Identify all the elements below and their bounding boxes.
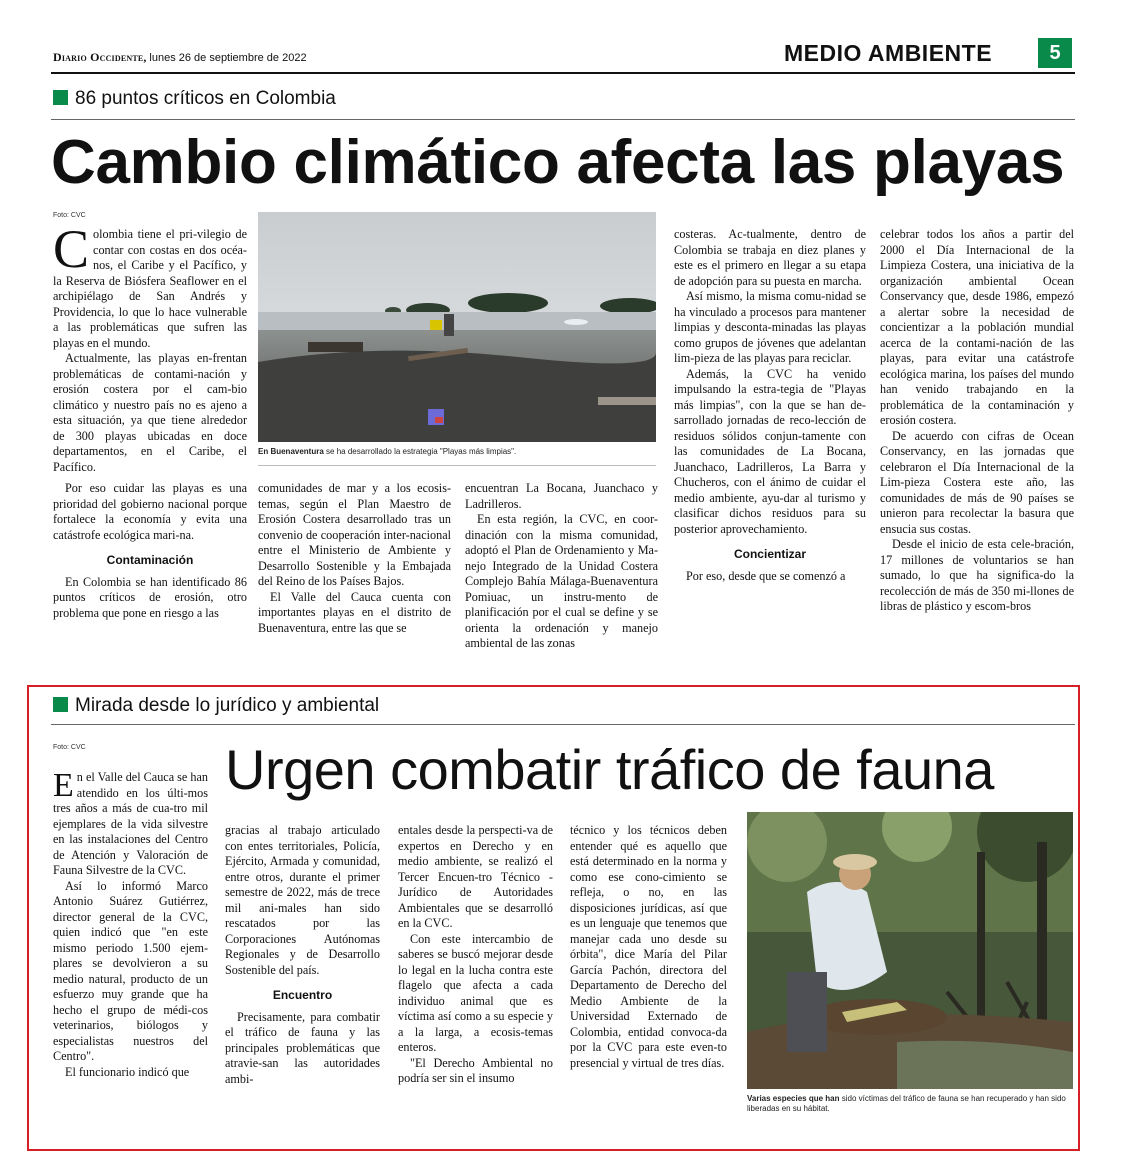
article2-paragraph: entales desde la perspecti-va de expertos en Derecho y en medio ambiente, se realizó el Tercer Encuen-tro Técnico - Jurídico de Autoridades Ambientales que se desarrolló en la CVC.: [398, 823, 553, 930]
article1-paragraph: Desde el inicio de esta cele-bración, 17 millones de voluntarios se han sumado, lo que ha significa-do la recolección de más de 350 mi-llones de libras de plástico y escom-bros: [880, 537, 1074, 613]
article2-paragraph: técnico y los técnicos deben entender qué es aquello que está determinado en la norma y como ese cono-cimiento se refleja, o no, en las disposiciones jurídicas, así que es un lenguaje que tenemos que manejar cada uno desde su órbita", dice María del Pilar García Pachón, directora del Departamento de Derecho del Medio Ambiente de la Universidad Externado de Colombia, entidad convoca-da por la CVC para este even-to presencial y virtual de tres días.: [570, 823, 727, 1070]
article1-kicker: 86 puntos críticos en Colombia: [53, 88, 336, 110]
article1-paragraph: En esta región, la CVC, en coor-dinación con la misma comunidad, adoptó el Plan de Ordenamiento y Ma-nejo Integrado de la Unidad Costera Complejo Bahía Málaga-Buenaventura Pomiuac, un instru-mento de planificación por el cual se define y se orienta la ordenación y manejo ambiental de las zonas: [465, 512, 658, 650]
article1-paragraph: encuentran La Bocana, Juanchaco y Ladrilleros.: [465, 481, 658, 511]
article1-paragraph: comunidades de mar y a los ecosis-temas, según el Plan Maestro de Erosión Costera desarrollado tras un convenio de cooperación inter-nacional entre el Ministerio de Ambiente y Desarrollo Sostenible y la Embajada del Reino de los Países Bajos.: [258, 481, 451, 588]
article2-photo: [747, 812, 1073, 1089]
article2-subheading: Encuentro: [272, 988, 333, 1002]
article2-kicker: Mirada desde lo jurídico y ambiental: [53, 695, 379, 717]
article1-subheading: Contaminación: [106, 553, 194, 567]
article2-paragraph: El funcionario indicó que: [65, 1064, 190, 1079]
newspaper-brand: Diario Occidente,: [53, 50, 147, 64]
article1-column-2: [258, 481, 451, 636]
article1-paragraph: Así mismo, la misma comu-nidad se ha vinculado a procesos para mantener limpias y desconta-minadas las playas como grupos de jóvenes que adelantan lim-pieza de las playas para reciclar.: [674, 289, 866, 365]
article1-caption: En Buenaventura se ha desarrollado la estrategia "Playas más limpias".: [258, 447, 517, 456]
article2-paragraph: Precisamente, para combatir el tráfico de fauna y las principales problemáticas que atravie-san las autoridades ambi-: [225, 1009, 380, 1086]
drop-cap: C: [53, 219, 90, 279]
article1-paragraph: En Colombia se han identificado 86 puntos críticos de erosión, otro problema que pone en riesgo a las: [53, 574, 247, 620]
article1-paragraph: Colombia tiene el pri-vilegio de contar con costas en dos océa-nos, el Caribe y el Pacífico, y la Reserva de Biósfera Seaflower en el archipiélago de San Andrés y Providencia, lo que lo hace vulnerable a las problemáticas que sufren las playas en el mundo.: [53, 219, 247, 350]
article2-paragraph: "El Derecho Ambiental no podría ser sin el insumo: [398, 1055, 553, 1085]
article1-column-5: [880, 227, 1074, 615]
article1-column-4: [674, 227, 866, 584]
article1-paragraph: El Valle del Cauca cuenta con importantes playas en el distrito de Buenaventura, entre las que se: [258, 589, 451, 635]
article1-column-1: [53, 219, 247, 621]
beach-cleanup-photo: [258, 212, 656, 442]
article1-paragraph: Actualmente, las playas en-frentan problemáticas de contami-nación y erosión costera por el cam-bio climático y nuestro país no es ajeno a esta situación, ya que tiene alrededor de 300 playas ubicadas en doce departamentos, en el Caribe, el Pacífico.: [53, 351, 247, 474]
article2-paragraph: Con este intercambio de saberes se buscó mejorar desde lo legal en la lucha contra este flagelo que afecta a cada individuo animal que es víctima así como a su especie y a la larga, a ecosis-temas enteros.: [398, 931, 553, 1054]
masthead: [53, 50, 307, 65]
page-number: 5: [1038, 38, 1072, 68]
article1-headline: Cambio climático afecta las playas: [51, 128, 1065, 197]
article1-paragraph: celebrar todos los años a partir del 2000 el Día Internacional de la Limpieza Costera, una iniciativa de la organización ambiental Ocean Conservancy que, desde 1986, empezó a alertar sobre la necesidad de concientizar a la población mundial acerca de la contami-nación de las playas, para evitar una catástrofe ecológica marina, los países del mundo han venido trabajando en la problemática de la contaminación y erosión costera.: [880, 227, 1074, 427]
article1-photo-credit: Foto: CVC: [53, 212, 86, 219]
article1-subheading: Concientizar: [733, 547, 806, 561]
issue-date: lunes 26 de septiembre de 2022: [149, 52, 307, 64]
article1-paragraph: Además, la CVC ha venido impulsando la estra-tegia de "Playas más limpias", con la que se han de-sarrollado jornadas de reco-lección de residuos sólidos conjun-tamente con las comunidades de La Bocana, Juanchaco, Ladrilleros, La Barra y Chucheros, con el ánimo de cuidar el medio ambiente, ayu-dar al turismo y clasificar dichos residuos para su posterior aprovechamiento.: [674, 366, 866, 536]
article2-caption: Varias especies que han sido víctimas del tráfico de fauna se han recuperado y han sido liberadas en su hábitat.: [747, 1094, 1066, 1113]
article1-photo: [258, 212, 656, 442]
article1-paragraph: Por eso cuidar las playas es una prioridad del gobierno nacional porque fortalece la economía y evita una catástrofe ecológica mari-na.: [53, 481, 247, 542]
article2-column-2: [225, 823, 380, 1087]
section-title: MEDIO AMBIENTE: [784, 40, 993, 66]
header-rule: [51, 72, 1075, 74]
article1-paragraph: De acuerdo con cifras de Ocean Conservancy, en las jornadas que celebraron el Día Internacional de la Lim-pieza Costera este año, las comunidades de más de 90 países se unieron para recolectar la basura que ensucia sus costas.: [880, 428, 1074, 536]
mangrove-release-photo: [747, 812, 1073, 1089]
article1-column-3: [465, 481, 658, 652]
drop-cap: E: [53, 767, 74, 804]
article2-paragraph: Así lo informó Marco Antonio Suárez Gutiérrez, director general de la CVC, quien indicó que "en este mismo periodo 1.500 ejem-plares se devolvieron a su medio natural, producto de un esfuerzo muy grande que ha hecho el grupo de médi-cos veterinarios, biólogos y especialistas nuestros del Centro".: [53, 878, 208, 1063]
article1-paragraph: costeras. Ac-tualmente, dentro de Colombia se trabaja en diez planes y este es el primero en llegar a su etapa de adopción para su puesta en marcha.: [674, 227, 866, 288]
green-square-icon: [53, 90, 68, 105]
article2-column-3: [398, 823, 553, 1087]
article2-headline: Urgen combatir tráfico de fauna: [225, 738, 994, 801]
article2-paragraph: En el Valle del Cauca se han atendido en los últi-mos tres años a más de cua-tro mil ejemplares de la vida silvestre en las instalaciones del Centro de Atención y Valoración de Fauna Silvestre de la CVC.: [53, 767, 208, 877]
kicker-rule: [51, 119, 1075, 120]
article2-column-1: [53, 767, 208, 1080]
article2-paragraph: gracias al trabajo articulado con entes territoriales, Policía, Ejército, Armada y comunidad, entre otros, durante el primer semestre de 2022, más de trece mil ani-males han sido rescatados por las Corporaciones Autónomas Regionales y de Desarrollo Sostenible del país.: [225, 823, 380, 977]
article1-paragraph: Por eso, desde que se comenzó a: [686, 568, 846, 583]
caption-rule: [258, 465, 656, 466]
green-square-icon: [53, 697, 68, 712]
article2-column-4: [570, 823, 727, 1071]
kicker-rule: [51, 724, 1075, 725]
article2-photo-credit: Foto: CVC: [53, 744, 86, 751]
